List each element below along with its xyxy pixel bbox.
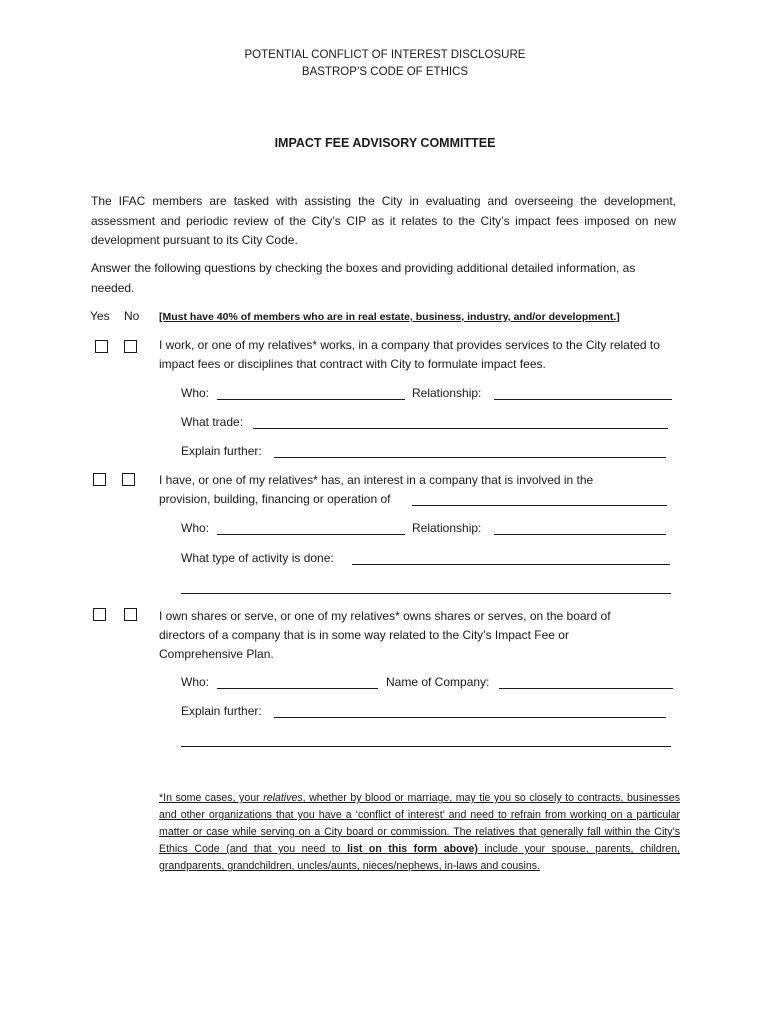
q3-explain-label: Explain further: <box>181 704 262 718</box>
membership-requirement-note: [Must have 40% of members who are in real estate, business, industry, and/or development.] <box>159 311 620 323</box>
yes-column-label: Yes <box>90 309 110 323</box>
form-header-line2: BASTROP’S CODE OF ETHICS <box>301 66 469 78</box>
q1-explain-field[interactable] <box>274 456 666 458</box>
footnote-bold: list on this form above) <box>347 843 478 855</box>
q3-explain-field[interactable] <box>274 716 666 718</box>
q2-activity-label: What type of activity is done: <box>181 551 334 565</box>
q2-activity-continuation-field[interactable] <box>181 592 671 594</box>
q3-who-label: Who: <box>181 675 210 689</box>
q2-text: I have, or one of my relatives* has, an interest in a company that is involved in the provision, building, financing or operation of <box>159 473 594 506</box>
q2-relationship-label: Relationship: <box>412 521 482 535</box>
q1-trade-label: What trade: <box>181 415 244 429</box>
q1-who-label: Who: <box>181 386 210 400</box>
q2-who-label: Who: <box>181 521 210 535</box>
q3-explain-continuation-field[interactable] <box>181 745 671 747</box>
instructions-paragraph: Answer the following questions by checking the boxes and providing additional detailed information, as needed. <box>91 261 636 295</box>
q1-who-field[interactable] <box>217 398 405 400</box>
q3-company-field[interactable] <box>499 687 673 689</box>
committee-title: IMPACT FEE ADVISORY COMMITTEE <box>274 136 496 150</box>
q2-yes-checkbox[interactable] <box>93 473 106 486</box>
q3-text: I own shares or serve, or one of my relatives* owns shares or serves, on the board of directors of a company that is in some way related to the City’s Impact Fee or Comprehensive Plan. <box>159 609 611 661</box>
footnote-part1: *In some cases, your <box>159 792 264 804</box>
footnote-relatives: relatives <box>263 792 303 804</box>
form-header-line1: POTENTIAL CONFLICT OF INTEREST DISCLOSURE <box>244 49 526 61</box>
q2-no-checkbox[interactable] <box>122 473 135 486</box>
q1-no-checkbox[interactable] <box>124 340 137 353</box>
q3-yes-checkbox[interactable] <box>93 608 106 621</box>
q1-trade-field[interactable] <box>253 427 668 429</box>
intro-paragraph: The IFAC members are tasked with assisting the City in evaluating and overseeing the development, assessment and periodic review of the City’s CIP as it relates to the City’s impact fees imposed on new development pursuant to its City Code. <box>91 194 676 247</box>
q1-relationship-field[interactable] <box>494 398 672 400</box>
q2-who-field[interactable] <box>217 533 405 535</box>
q1-yes-checkbox[interactable] <box>95 340 108 353</box>
q3-company-label: Name of Company: <box>386 675 490 689</box>
q1-relationship-label: Relationship: <box>412 386 482 400</box>
q3-who-field[interactable] <box>217 687 378 689</box>
relatives-footnote <box>159 790 680 875</box>
footnote-part3: include your spouse, parents, children, grandparents, grandchildren, uncles/aunts, nieces/nephews, in-laws and cousins. <box>159 843 681 872</box>
no-column-label: No <box>124 309 140 323</box>
q1-text: I work, or one of my relatives* works, in a company that provides services to the City related to impact fees or disciplines that contract with City to formulate impact fees. <box>159 338 660 371</box>
q3-no-checkbox[interactable] <box>124 608 137 621</box>
footnote-part2: , whether by blood or marriage, may tie you so closely to contracts, businesses and other organizations that you have a ‘conflict of interest’ and need to refrain from working on a particular matter or case while serving on a City board or commission. The relatives that generally fall within the City’s Ethics Code (and that you need to <box>159 792 680 855</box>
q2-operation-field[interactable] <box>412 504 667 506</box>
q2-activity-field[interactable] <box>352 563 670 565</box>
q2-relationship-field[interactable] <box>494 533 666 535</box>
q1-explain-label: Explain further: <box>181 444 262 458</box>
